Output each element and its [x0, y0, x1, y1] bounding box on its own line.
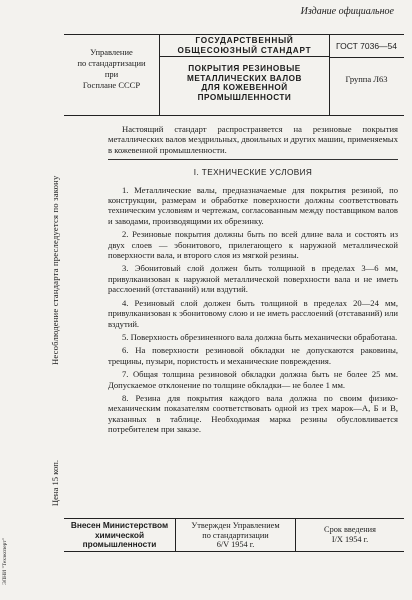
code-block: [329, 35, 404, 115]
vendor-mark: ЭЛНИ "Техэксперт": [2, 538, 8, 585]
document-title: [160, 57, 329, 102]
title-line: ПРОМЫШЛЕННОСТИ: [197, 92, 292, 102]
clause-paragraph: 8. Резина для покрытия каждого вала должна по своим физико-механическим показателям соответствовать одной из трех марок—А, Б и В, указанных в таблице. Необходимая марка резины обусловливается потребителем при заказе.: [108, 392, 398, 435]
clause-paragraph: 6. На поверхности резиновой обкладки не допускаются раковины, трещины, пузыри, пористость и механические повреждения.: [108, 345, 398, 366]
introduced-by-line: Внесен Министерством: [70, 520, 169, 530]
clause-paragraph: 1. Металлические валы, предназначаемые для покрытия резиной, по конструкции, размерам и обработке поверхности должны соответствовать техническим условиям и чертежам, согласованным между поставщиком валов и заводами, производящими их обрезинку.: [108, 184, 398, 226]
state-standard-line: ОБЩЕСОЮЗНЫЙ СТАНДАРТ: [177, 45, 312, 55]
title-line: ПОКРЫТИЯ РЕЗИНОВЫЕ: [188, 64, 301, 73]
document-body: [108, 120, 398, 438]
authority-line: Госплане СССР: [82, 80, 141, 90]
approved-line: по стандартизации: [202, 530, 269, 540]
standard-footer: [64, 518, 404, 552]
authority-line: при: [104, 69, 119, 79]
clause-paragraph: 5. Поверхность обрезиненного вала должна быть механически обработана.: [122, 331, 398, 342]
price-label: Цена 15 коп.: [50, 460, 60, 507]
clause-paragraph: 4. Резиновый слой должен быть толщиной в пределах 20—24 мм, привулканизован к эбонитовому слою и не иметь расслоений (отставаний) или вздутий.: [108, 297, 398, 329]
authority-block: [64, 35, 160, 115]
approved-line: Утвержден Управлением: [191, 521, 280, 530]
approved-line: 6/V 1954 г.: [216, 540, 255, 549]
approved-by: [176, 519, 296, 551]
section-title: I. ТЕХНИЧЕСКИЕ УСЛОВИЯ: [193, 168, 313, 178]
effective-date: [296, 519, 404, 551]
title-block: [160, 35, 330, 115]
state-standard-label: [160, 35, 329, 57]
clause-paragraph: 3. Эбонитовый слой должен быть толщиной в пределах 3—6 мм, привулканизован к наружной металлической поверхности вала и не иметь расслоений (отставаний) или вздутий.: [108, 263, 398, 295]
introduced-by: [64, 519, 176, 551]
gost-number: ГОСТ 7036—54: [329, 35, 404, 58]
law-notice: Несоблюдение стандарта преследуется по закону: [50, 175, 60, 365]
introduced-by-line: химической: [94, 529, 145, 540]
authority-line: по стандартизации: [77, 58, 146, 68]
title-line: МЕТАЛЛИЧЕСКИХ ВАЛОВ: [187, 73, 302, 83]
clause-paragraph: 7. Общая толщина резиновой обкладки должна быть не более 25 мм. Допускаемое отклонение по толщине обкладки— не более 1 мм.: [108, 369, 398, 390]
introduced-by-line: промышленности: [82, 539, 157, 549]
clause-paragraph: 2. Резиновые покрытия должны быть по всей длине вала и состоять из двух слоев — эбонитового, прилегающего к наружной металлической поверхности вала, и второго слоя из мягкой резины.: [108, 229, 398, 261]
authority-line: Управление: [90, 47, 133, 57]
edition-label: Издание официальное: [300, 6, 394, 17]
group-code: Группа Л63: [345, 74, 388, 84]
standard-header: [64, 34, 404, 116]
title-line: ДЛЯ КОЖЕВЕННОЙ: [201, 83, 288, 92]
effective-line: I/X 1954 г.: [331, 534, 369, 544]
effective-line: Срок введения: [324, 525, 376, 534]
state-standard-line: ГОСУДАРСТВЕННЫЙ: [195, 36, 294, 45]
intro-paragraph: Настоящий стандарт распространяется на резиновые покрытия металлических валов мездрильных, двоильных и других машин, применяемых в кожевенной промышленности.: [108, 120, 398, 160]
